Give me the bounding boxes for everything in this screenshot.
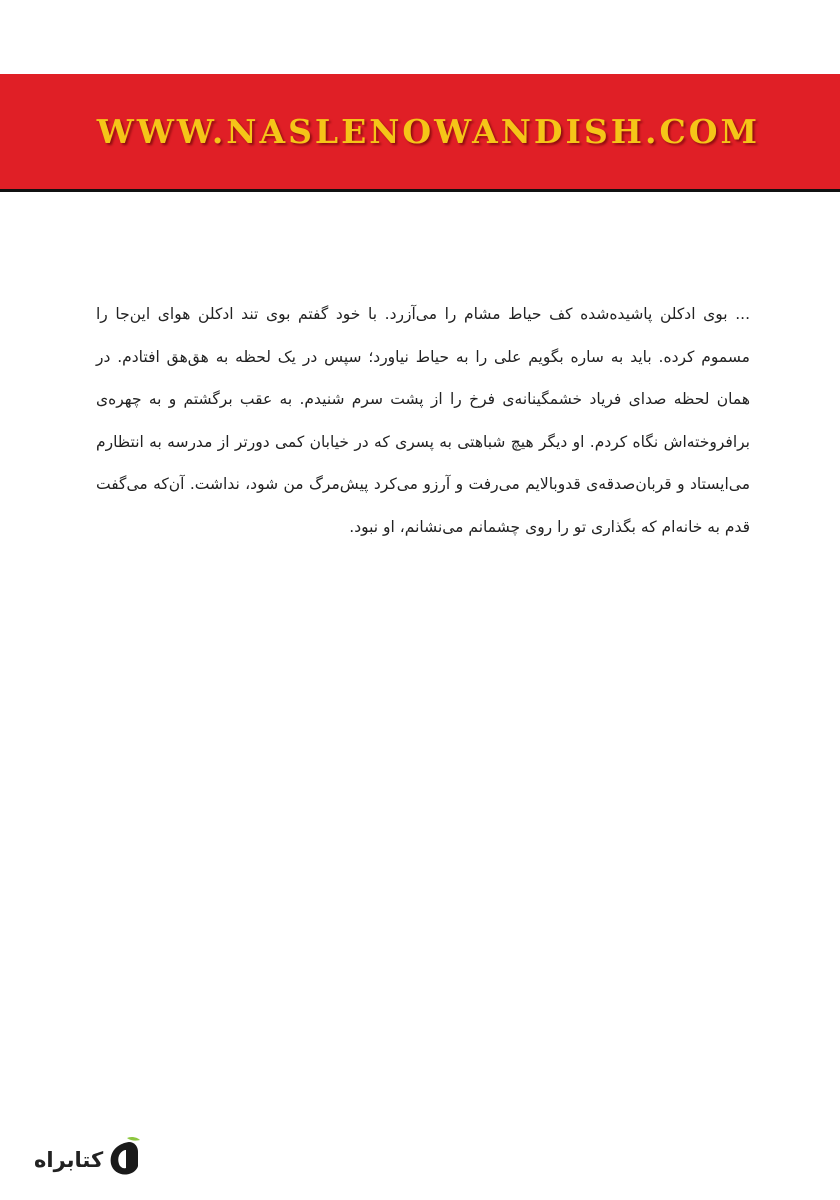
logo-text: کتابراه [34, 1148, 104, 1172]
ketabrah-leaf-icon [107, 1136, 141, 1184]
ketabrah-logo [34, 1138, 141, 1182]
website-url: WWW.NASLENOWANDISH.COM [96, 112, 760, 151]
story-paragraph: ... بوی ادکلن پاشیده‌شده کف حیاط مشام را می‌آزرد. با خود گفتم بوی تند ادکلن هوای این‌جا را مسموم کرده. باید به ساره بگویم علی را به حیاط نیاورد؛ سپس در یک لحظه به هق‌هق افتادم. در همان لحظه صدای فریاد خشمگینانه‌ی فرخ را از پشت سرم شنیدم. به عقب برگشتم و به چهره‌ی برافروخته‌اش نگاه کردم. او دیگر هیچ شباهتی به پسری که در خیابان کمی دورتر از مدرسه به انتظارم می‌ایستاد و قربان‌صدقه‌ی قدوبالایم می‌رفت و آرزو می‌کرد پیش‌مرگ من شود، نداشت. آن‌که می‌گفت قدم به خانه‌ام که بگذاری تو را روی چشمانم می‌نشانم، او نبود. [96, 305, 750, 536]
header-banner [0, 74, 840, 192]
